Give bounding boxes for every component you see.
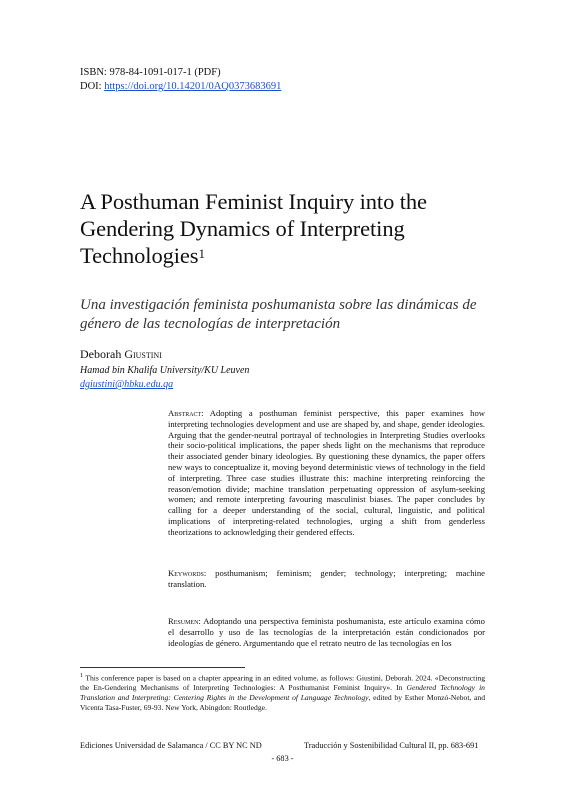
- abstract: [168, 408, 485, 538]
- doi-link[interactable]: https://doi.org/10.14201/0AQ0373683691: [104, 81, 282, 92]
- footer-journal: Traducción y Sostenibilidad Cultural II, pp. 683-691: [304, 741, 479, 750]
- paper-title-text: A Posthuman Feminist Inquiry into the Gendering Dynamics of Interpreting Technologies: [80, 189, 427, 268]
- footnote-text-italic: Gendered Technology in Translation and Interpreting: Centering Rights in the Development of Language Technology: [80, 683, 485, 703]
- author-email: [80, 378, 173, 391]
- footnote-text-a: This conference paper is based on a chapter appearing in an edited volume, as follows: Giustini, Deborah. 2024. «Deconstructing the En-Gendering Mechanisms of Interpreting Technologies: A Posthumanist Feminist Inquiry». In: [80, 673, 485, 693]
- author-email-link[interactable]: dgiustini@hbku.edu.qa: [80, 379, 174, 390]
- author-name: [80, 347, 162, 361]
- abstract-label: Abstract:: [168, 408, 204, 418]
- author-affiliation: Hamad bin Khalifa University/KU Leuven: [80, 365, 250, 376]
- keywords-text: posthumanism; feminism; gender; technology; interpreting; machine translation.: [168, 568, 485, 589]
- footnote-text-b: , edited by Esther Monzó-Nebot, and Vicenta Tasa-Fuster, 69-93. New York, Abingdon: Routledge.: [80, 693, 485, 712]
- publication-meta: [80, 66, 281, 94]
- footnote-mark: 1: [80, 672, 84, 679]
- author-first-name: Deborah: [80, 347, 125, 361]
- doi-line: [80, 80, 281, 94]
- resumen: [168, 616, 485, 648]
- isbn-line: ISBN: 978-84-1091-017-1 (PDF): [80, 67, 221, 78]
- paper-subtitle: Una investigación feminista poshumanista sobre las dinámicas de género de las tecnologías de interpretación: [80, 297, 477, 332]
- keywords-label: Keywords:: [168, 568, 207, 578]
- footnote: [80, 671, 485, 713]
- keywords: [168, 568, 485, 590]
- doi-label: DOI:: [80, 81, 105, 92]
- footer-publisher: Ediciones Universidad de Salamanca / CC BY NC ND: [80, 741, 262, 750]
- author-last-name: Giustini: [124, 347, 162, 361]
- title-footnote-mark[interactable]: 1: [198, 246, 205, 261]
- page-number: - 683 -: [271, 754, 294, 763]
- abstract-text: Adopting a posthuman feminist perspective, this paper examines how interpreting technologies development and use are shaped by, and shape, gender ideologies. Arguing that the gender-neutral portrayal of technologies in Interpreting Studies overlooks their socio-political implications, the paper sheds light on the mechanisms that reproduce their associated gender binary ideologies. By questioning these dynamics, the paper offers new ways to conceptualize it, moving beyond deterministic views of technology in the field of interpreting. Three case studies illustrate this: machine interpreting reinforcing the reason/emotion divide; machine translation perpetuating oppression of asylum-seeking women; and remote interpreting favouring masculinist biases. The paper concludes by calling for a deeper understanding of the social, cultural, linguistic, and political implications of interpreting-related technologies, urging a shift from genderless theorizations to acknowledging their gendered effects.: [168, 408, 485, 537]
- footnote-divider: [80, 667, 245, 668]
- paper-title: [80, 188, 500, 269]
- resumen-text: Adoptando una perspectiva feminista poshumanista, este artículo examina cómo el desarrollo y uso de las tecnologías de la interpretación están condicionados por ideologías de género. Argumentando que el retrato neutro de las tecnologías en los: [168, 616, 485, 648]
- resumen-label: Resumen:: [168, 616, 201, 626]
